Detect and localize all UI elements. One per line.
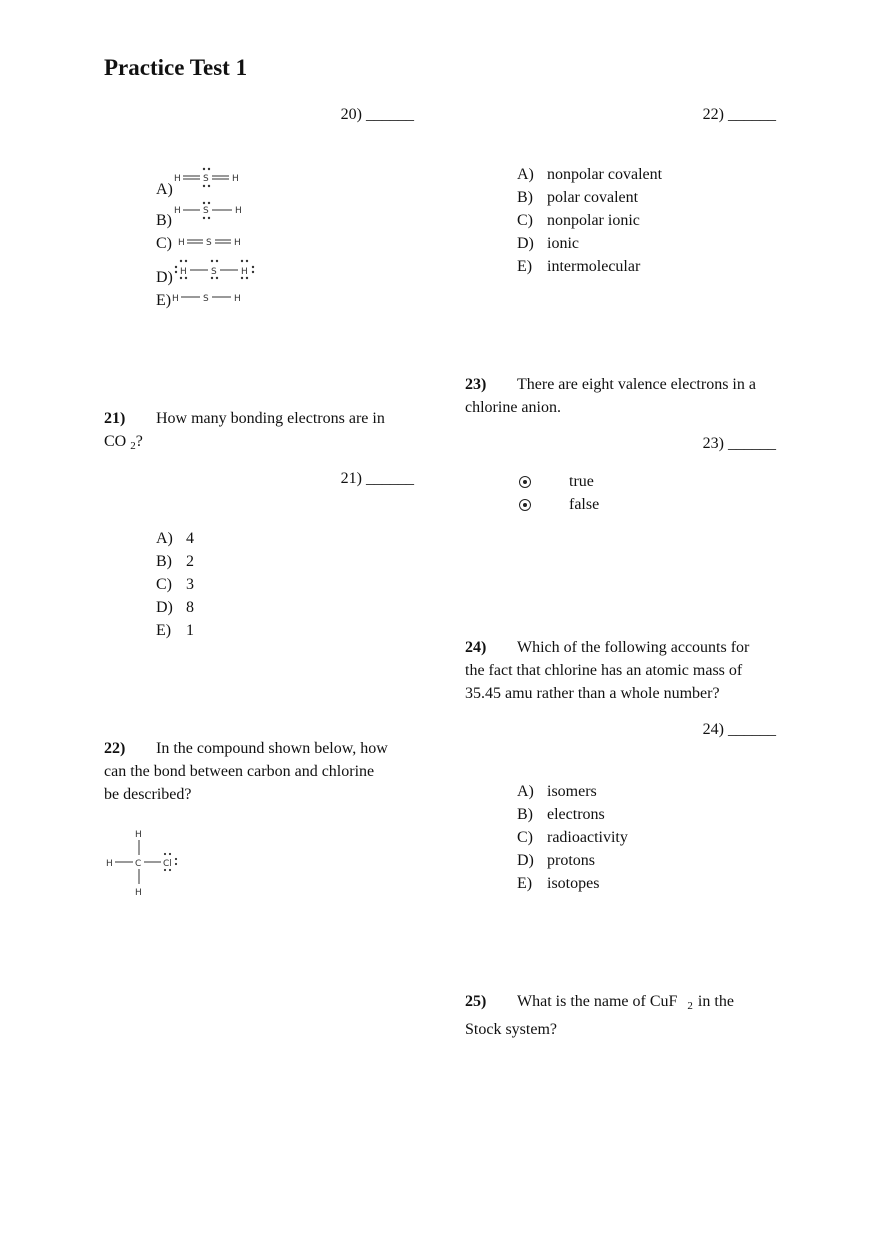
q22-choice-d[interactable]: [517, 232, 662, 255]
question-24: [465, 636, 795, 705]
q22-choice-e-label: E): [517, 258, 533, 275]
page-title: Practice Test 1: [104, 55, 248, 80]
q20-choice-d-label: D): [156, 269, 173, 286]
svg-text:S: S: [203, 294, 209, 304]
question-22-text-line1: In the compound shown below, how: [156, 740, 388, 757]
q20-choice-c[interactable]: [156, 232, 172, 255]
structure-b-image: [174, 202, 242, 219]
q24-choice-c-label: C): [517, 829, 533, 846]
q24-choice-a[interactable]: [517, 780, 628, 803]
q22-choice-b[interactable]: [517, 186, 662, 209]
q21-choice-e-label: E): [156, 622, 172, 639]
q20-choice-a-label: A): [156, 181, 173, 198]
svg-text:S: S: [211, 267, 217, 277]
question-25-subscript: 2: [687, 1000, 693, 1012]
q24-choice-c[interactable]: [517, 826, 628, 849]
answer-blank-21: 21) ______: [340, 470, 414, 487]
answer-blank-23: 23) ______: [702, 435, 776, 452]
q22-choice-b-label: B): [517, 189, 533, 206]
q21-choice-d[interactable]: [156, 596, 194, 619]
q23-option-true-label: true: [569, 472, 594, 490]
q22-chloromethane-structure: [104, 827, 184, 899]
svg-text:H: H: [234, 238, 241, 248]
question-25: [465, 990, 795, 1041]
q20-choice-e-label: E): [156, 292, 172, 309]
question-24-text-line1: Which of the following accounts for: [517, 639, 750, 656]
q23-option-true[interactable]: [519, 470, 599, 493]
question-23-text-line2: chlorine anion.: [465, 399, 561, 416]
q21-choice-b-text: 2: [186, 553, 194, 570]
answer-blank-22: 22) ______: [702, 106, 776, 123]
q21-choice-e[interactable]: [156, 619, 194, 642]
svg-text:H: H: [235, 206, 242, 216]
svg-text:S: S: [206, 238, 212, 248]
q20-lewis-structures: [172, 164, 272, 314]
svg-text:H: H: [180, 267, 187, 277]
q21-choice-c-label: C): [156, 576, 172, 593]
q24-choice-b-text: electrons: [547, 806, 605, 823]
svg-text:H: H: [135, 888, 142, 898]
question-23-text-line1: There are eight valence electrons in a: [517, 376, 756, 393]
q21-choice-d-text: 8: [186, 599, 194, 616]
q22-choice-d-text: ionic: [547, 235, 579, 252]
q24-choice-a-label: A): [517, 783, 534, 800]
question-23-number: 23): [465, 376, 487, 393]
q21-choice-a[interactable]: [156, 527, 194, 550]
radio-button-false[interactable]: [519, 499, 531, 511]
q21-choice-e-text: 1: [186, 622, 194, 639]
structure-d-image: [175, 260, 254, 279]
q24-choice-e-label: E): [517, 875, 533, 892]
q21-choice-b[interactable]: [156, 550, 194, 573]
question-22-text-line3: be described?: [104, 786, 192, 803]
question-21: [104, 407, 424, 458]
svg-text:H: H: [172, 294, 179, 304]
q24-choice-d-text: protons: [547, 852, 595, 869]
q22-choice-c[interactable]: [517, 209, 662, 232]
svg-text:Cl: Cl: [163, 859, 172, 869]
q21-choice-a-label: A): [156, 530, 173, 547]
question-25-text-line2: Stock system?: [465, 1021, 557, 1038]
q20-choice-b[interactable]: [156, 209, 172, 232]
question-24-text-line2: the fact that chlorine has an atomic mass of: [465, 662, 743, 679]
q23-option-false-label: false: [569, 495, 600, 513]
structure-c-image: [178, 238, 241, 248]
question-22: [104, 737, 434, 806]
q21-choice-c-text: 3: [186, 576, 194, 593]
question-24-number: 24): [465, 639, 487, 656]
q21-choice-d-label: D): [156, 599, 173, 616]
answer-blank-24: 24) ______: [702, 721, 776, 738]
q24-choice-d-label: D): [517, 852, 534, 869]
q24-choice-b[interactable]: [517, 803, 628, 826]
q20-choice-e[interactable]: [156, 289, 171, 312]
svg-text:S: S: [203, 206, 209, 216]
q22-choice-a[interactable]: [517, 163, 662, 186]
svg-text:H: H: [174, 206, 181, 216]
q24-choices: [517, 780, 628, 895]
question-21-text: How many bonding electrons are in: [156, 410, 385, 427]
question-22-text-line2: can the bond between carbon and chlorine: [104, 763, 375, 780]
question-25-number: 25): [465, 993, 487, 1010]
q22-choice-c-text: nonpolar ionic: [547, 212, 640, 229]
answer-blank-20: 20) ______: [340, 106, 414, 123]
q20-choice-b-label: B): [156, 212, 172, 229]
structure-e-image: [172, 294, 241, 304]
radio-button-true[interactable]: [519, 476, 531, 488]
svg-text:H: H: [135, 830, 142, 840]
q21-choice-c[interactable]: [156, 573, 194, 596]
q24-choice-e[interactable]: [517, 872, 628, 895]
q22-choice-e-text: intermolecular: [547, 258, 641, 275]
question-25-text: What is the name of CuF: [517, 993, 678, 1010]
q23-option-false[interactable]: [519, 493, 599, 516]
q24-choice-a-text: isomers: [547, 783, 597, 800]
q20-choice-d[interactable]: [156, 266, 173, 289]
structure-a-image: [174, 168, 239, 187]
svg-text:H: H: [106, 859, 113, 869]
q22-choice-e[interactable]: [517, 255, 662, 278]
svg-text:C: C: [135, 859, 142, 869]
svg-text:H: H: [174, 174, 181, 184]
svg-text:H: H: [234, 294, 241, 304]
question-22-number: 22): [104, 740, 126, 757]
question-23: [465, 373, 795, 419]
svg-text:H: H: [178, 238, 185, 248]
q22-choice-a-text: nonpolar covalent: [547, 166, 663, 183]
q20-choice-c-label: C): [156, 235, 172, 252]
q24-choice-c-text: radioactivity: [547, 829, 628, 846]
q24-choice-b-label: B): [517, 806, 533, 823]
question-24-text-line3: 35.45 amu rather than a whole number?: [465, 685, 720, 702]
question-21-number: 21): [104, 410, 126, 427]
q22-choice-a-label: A): [517, 166, 534, 183]
q24-choice-e-text: isotopes: [547, 875, 600, 892]
question-21-question-mark: ?: [135, 433, 143, 450]
q22-choices: [517, 163, 662, 278]
svg-text:H: H: [232, 174, 239, 184]
q21-choice-b-label: B): [156, 553, 172, 570]
question-25-text-after: in the: [697, 993, 734, 1010]
question-21-subscript: 2: [130, 440, 136, 452]
q24-choice-d[interactable]: [517, 849, 628, 872]
q21-choice-a-text: 4: [186, 530, 194, 547]
q22-choice-d-label: D): [517, 235, 534, 252]
q23-options: [519, 470, 599, 516]
question-21-formula: CO: [104, 433, 127, 450]
svg-text:S: S: [203, 174, 209, 184]
q22-choice-b-text: polar covalent: [547, 189, 639, 206]
q20-choice-a[interactable]: [156, 178, 173, 201]
q22-choice-c-label: C): [517, 212, 533, 229]
svg-text:H: H: [241, 267, 248, 277]
q21-choices: [156, 527, 194, 642]
